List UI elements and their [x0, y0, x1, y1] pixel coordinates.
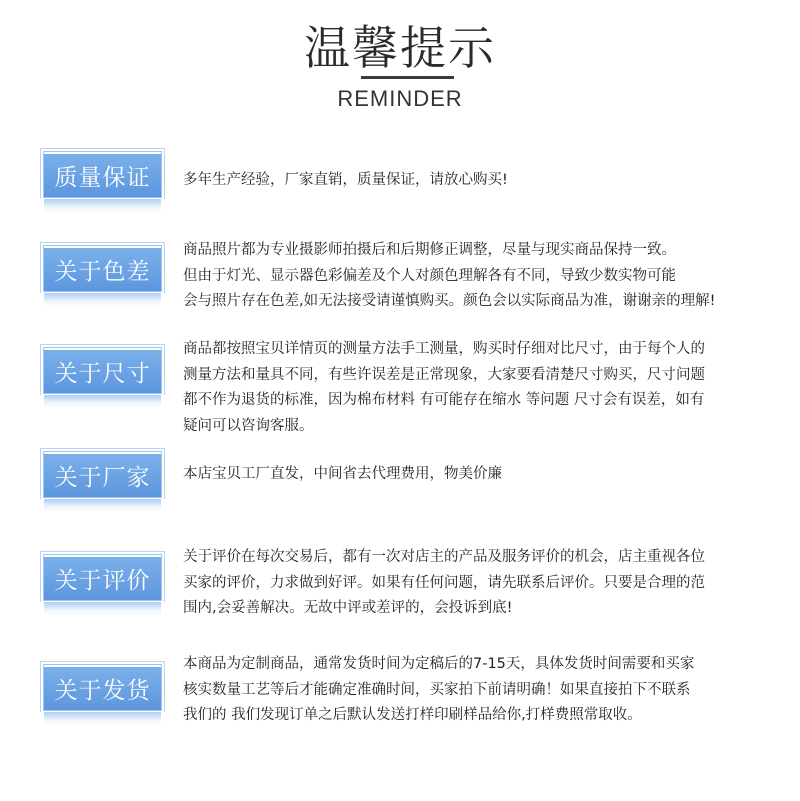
text-line: 围内,会妥善解决。无故中评或差评的，会投诉到底!: [183, 600, 513, 616]
text-line: 本店宝贝工厂直发，中间省去代理费用，物美价廉: [183, 466, 502, 482]
text-line: 会与照片存在色差,如无法接受请谨慎购买。颜色会以实际商品为准，谢谢亲的理解!: [183, 293, 716, 309]
text-line: 疑问可以咨询客服。: [183, 417, 314, 434]
badge-label: 关于评价: [54, 568, 151, 594]
section-text: [183, 337, 783, 439]
badge-factory: [44, 452, 165, 513]
badge-reflection: [44, 602, 161, 616]
badge-size: [44, 348, 165, 409]
text-line: 本商品为定制商品，通常发货时间为定稿后的7-15天，具体发货时间需要和买家: [183, 656, 695, 672]
badge-reflection: [44, 712, 161, 726]
badge-reflection: [44, 395, 161, 409]
badge-color: [44, 246, 165, 307]
text-line: 都不作为退货的标准，因为棉布材料 有可能存在缩水 等问题 尺寸会有误差，如有: [183, 392, 705, 408]
badge-shipping: [44, 665, 165, 726]
badge-review: [44, 555, 165, 616]
badge-reflection: [44, 499, 161, 513]
badge-label: 关于尺寸: [54, 361, 151, 387]
section-text: [183, 462, 783, 488]
page-subtitle: REMINDER: [337, 86, 463, 111]
badge-label: 关于发货: [54, 678, 151, 704]
section-text: [183, 545, 783, 622]
badge-reflection: [44, 293, 161, 307]
badge-label: 关于厂家: [54, 465, 151, 491]
text-line: 多年生产经验，厂家直销，质量保证，请放心购买!: [183, 172, 508, 188]
text-line: 商品都按照宝贝详情页的测量方法手工测量，购买时仔细对比尺寸，由于每个人的: [183, 341, 705, 357]
section-text: [183, 238, 783, 315]
text-line: 核实数量工艺等后才能确定准确时间，买家拍下前请明确！如果直接拍下不联系: [183, 681, 691, 698]
badge-quality: [44, 152, 165, 213]
text-line: 测量方法和量具不同，有些许误差是正常现象，大家要看清楚尺寸购买，尺寸问题: [183, 366, 705, 383]
text-line: 买家的评价，力求做到好评。如果有任何问题，请先联系后评价。只要是合理的范: [183, 574, 705, 591]
text-line: 商品照片都为专业摄影师拍摄后和后期修正调整，尽量与现实商品保持一致。: [183, 242, 676, 258]
section-text: [183, 168, 783, 194]
section-text: [183, 652, 783, 729]
badge-label: 质量保证: [54, 165, 151, 191]
title-underline: [361, 76, 454, 79]
text-line: 但由于灯光、显示器色彩偏差及个人对颜色理解各有不同，导致少数实物可能: [183, 267, 676, 284]
text-line: 关于评价在每次交易后，都有一次对店主的产品及服务评价的机会，店主重视各位: [183, 549, 705, 565]
badge-label: 关于色差: [54, 259, 151, 285]
page-title: 温馨提示: [304, 21, 496, 75]
text-line: 我们的 我们发现订单之后默认发送打样印刷样品给你,打样费照常取收。: [183, 707, 642, 723]
badge-reflection: [44, 199, 161, 213]
